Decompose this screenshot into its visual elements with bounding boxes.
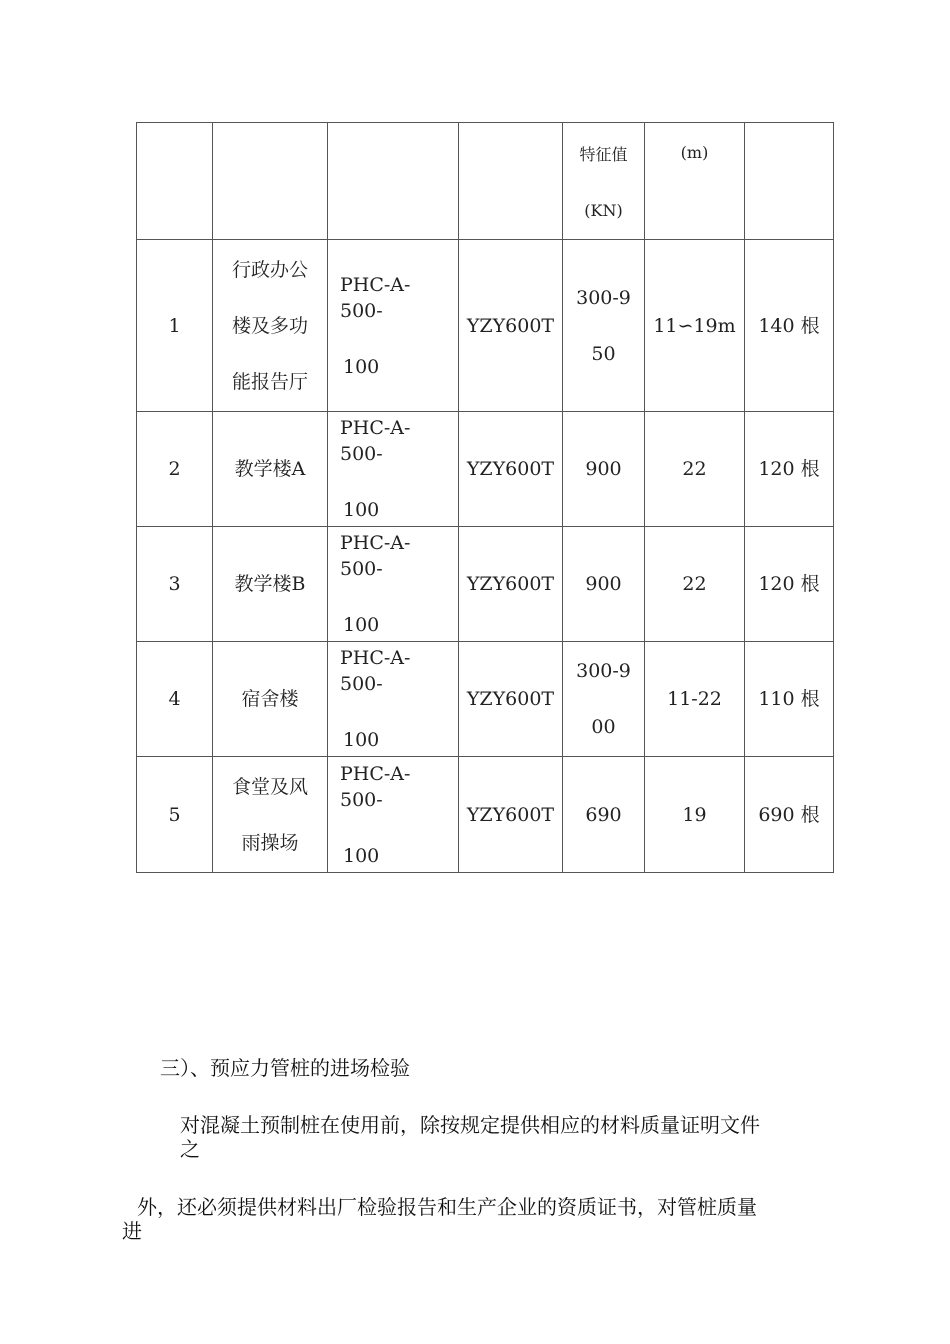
pile-spec-line: PHC-A-	[340, 647, 411, 669]
building-name-line: 食堂及风	[231, 775, 308, 798]
header-length-cell	[645, 123, 745, 240]
pile-length: 22	[645, 527, 745, 642]
row-number: 5	[137, 757, 213, 873]
pile-machine: YZY600T	[459, 757, 563, 873]
header-capacity-line2: (KN)	[584, 201, 623, 220]
header-cell-7	[745, 123, 834, 240]
header-cell-2	[213, 123, 328, 240]
pile-spec-line: 100	[343, 355, 380, 378]
pile-count: 120 根	[745, 412, 834, 527]
section-heading: 三）、预应力管桩的进场检验	[160, 1056, 410, 1080]
pile-length: 11∽19m	[645, 240, 745, 412]
building-name: 宿舍楼	[213, 642, 328, 757]
pile-spec-line: PHC-A-	[340, 273, 411, 296]
pile-count: 120 根	[745, 527, 834, 642]
pile-count: 110 根	[745, 642, 834, 757]
header-length-line1: (m)	[680, 143, 709, 162]
bearing-capacity-line: 300-9	[576, 286, 631, 309]
table-header-row	[137, 123, 834, 240]
bearing-capacity-line: 50	[591, 342, 616, 365]
table-row	[137, 757, 834, 873]
pile-spec	[328, 412, 459, 527]
row-number: 2	[137, 412, 213, 527]
paragraph-1-line-1: 对混凝土预制桩在使用前，除按规定提供相应的材料质量证明文件	[180, 1113, 760, 1137]
building-name	[213, 240, 328, 412]
header-cell-1	[137, 123, 213, 240]
row-number: 3	[137, 527, 213, 642]
building-name-line: 雨操场	[241, 831, 299, 854]
building-name	[213, 757, 328, 873]
bearing-capacity-line: 300-9	[576, 660, 631, 682]
pile-length: 11-22	[645, 642, 745, 757]
pile-count: 140 根	[745, 240, 834, 412]
header-cell-3	[328, 123, 459, 240]
pile-spec-line: 500-	[340, 558, 383, 580]
pile-length: 22	[645, 412, 745, 527]
pile-table	[136, 122, 834, 873]
bearing-capacity: 900	[563, 527, 645, 642]
pile-spec	[328, 240, 459, 412]
pile-spec-line: 500-	[340, 443, 383, 465]
pile-spec-line: PHC-A-	[340, 532, 411, 554]
pile-machine: YZY600T	[459, 642, 563, 757]
paragraph-2-line-1: 外，还必须提供材料出厂检验报告和生产企业的资质证书，对管桩质量	[137, 1195, 757, 1219]
table-row	[137, 527, 834, 642]
header-cell-4	[459, 123, 563, 240]
row-number: 1	[137, 240, 213, 412]
pile-spec	[328, 642, 459, 757]
bearing-capacity: 690	[563, 757, 645, 873]
table-row	[137, 412, 834, 527]
building-name: 教学楼B	[213, 527, 328, 642]
pile-spec-line: 500-	[340, 299, 383, 322]
pile-spec	[328, 757, 459, 873]
table-row	[137, 642, 834, 757]
pile-count: 690 根	[745, 757, 834, 873]
bearing-capacity-line: 00	[591, 716, 616, 738]
pile-length: 19	[645, 757, 745, 873]
header-capacity-cell	[563, 123, 645, 240]
pile-spec-line: 500-	[340, 788, 383, 811]
paragraph-1-line-2: 之	[180, 1137, 200, 1161]
row-number: 4	[137, 642, 213, 757]
pile-spec-line: PHC-A-	[340, 417, 411, 439]
bearing-capacity: 900	[563, 412, 645, 527]
pile-spec-line: 100	[343, 499, 380, 521]
building-name-line: 行政办公	[231, 258, 308, 281]
pile-spec-line: 500-	[340, 673, 383, 695]
table-row	[137, 240, 834, 412]
pile-spec-line: 100	[343, 844, 380, 867]
paragraph-2-line-2: 进	[122, 1219, 142, 1243]
pile-spec	[328, 527, 459, 642]
pile-machine: YZY600T	[459, 412, 563, 527]
pile-machine: YZY600T	[459, 527, 563, 642]
building-name-line: 能报告厅	[231, 370, 308, 393]
pile-machine: YZY600T	[459, 240, 563, 412]
bearing-capacity	[563, 240, 645, 412]
building-name: 教学楼A	[213, 412, 328, 527]
header-capacity-line1: 特征值	[579, 145, 628, 164]
bearing-capacity	[563, 642, 645, 757]
pile-spec-line: 100	[343, 614, 380, 636]
pile-spec-line: PHC-A-	[340, 762, 411, 785]
building-name-line: 楼及多功	[231, 314, 308, 337]
pile-spec-line: 100	[343, 729, 380, 751]
